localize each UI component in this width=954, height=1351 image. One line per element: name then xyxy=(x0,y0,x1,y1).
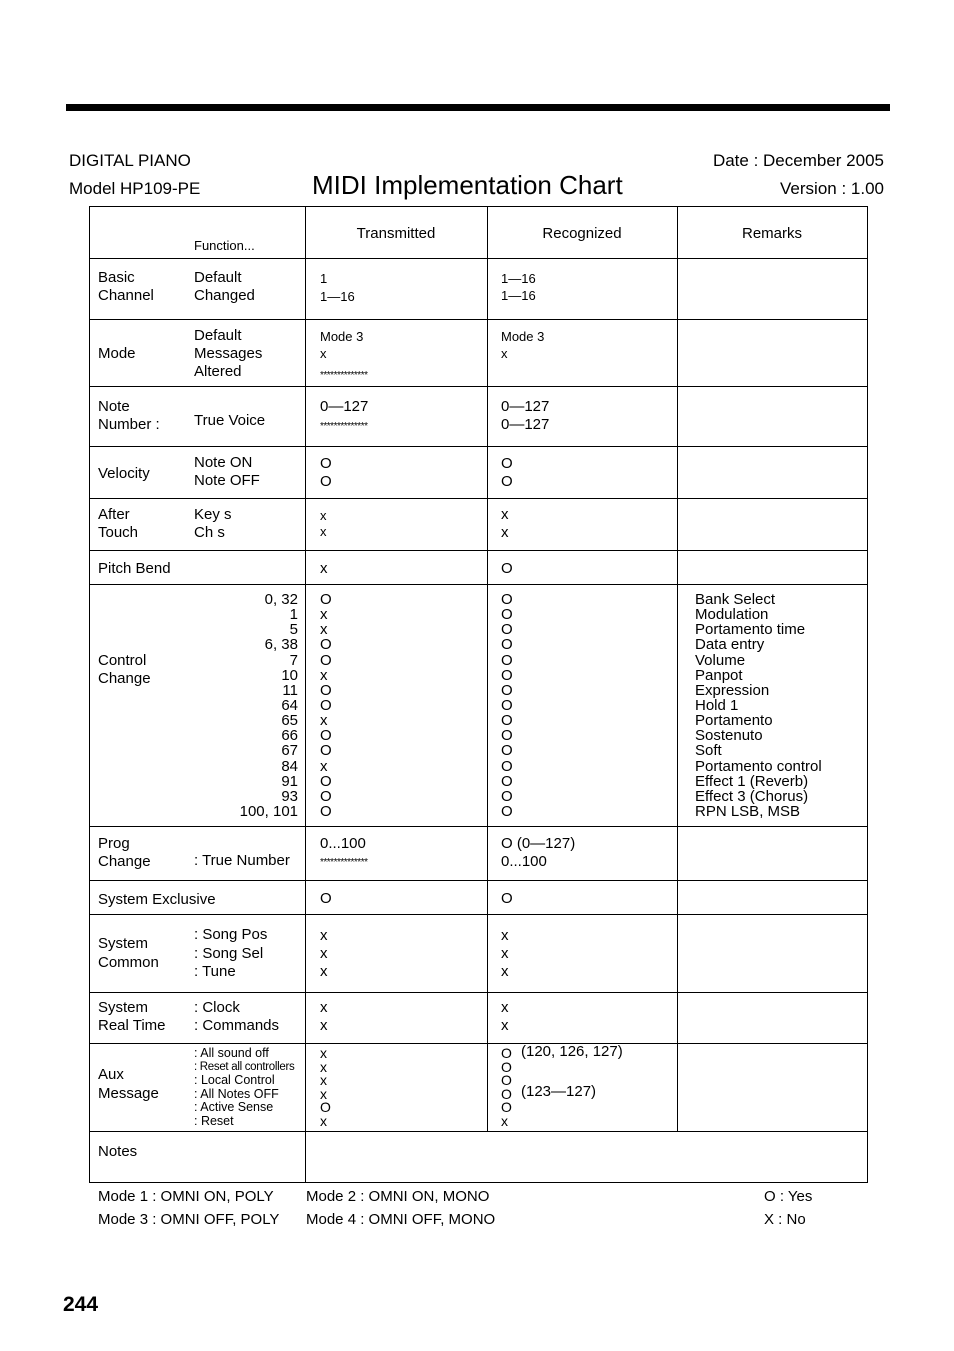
system-realtime-rx-clock: x xyxy=(501,999,509,1016)
aux-tx: x xyxy=(320,1085,327,1102)
control-tx: O xyxy=(320,772,332,790)
row-label-velocity: Velocity xyxy=(98,465,150,482)
note-number-tx: 0—127 xyxy=(320,398,369,415)
aux-sub-local-control: : Local Control xyxy=(194,1073,275,1088)
sub-label-key-s: Key s xyxy=(194,506,232,523)
control-remark: Data entry xyxy=(695,636,765,654)
sub-label-note-on: Note ON xyxy=(194,454,253,471)
control-tx: O xyxy=(320,727,332,745)
row-divider xyxy=(90,584,867,585)
control-tx: x xyxy=(320,757,328,775)
control-tx: O xyxy=(320,787,332,805)
mode-tx-altered: ************** xyxy=(320,370,368,381)
control-remark: Portamento xyxy=(695,712,773,730)
column-header-function: Function... xyxy=(194,238,255,253)
control-rx: O xyxy=(501,742,513,760)
midi-chart-table xyxy=(89,206,868,1183)
control-tx: x xyxy=(320,621,328,639)
control-tx: O xyxy=(320,591,332,608)
mode-tx-default: Mode 3 xyxy=(320,329,364,344)
aux-rx: O xyxy=(501,1072,512,1089)
control-remark: Portamento time xyxy=(695,621,806,639)
prog-change-rx: O (0—127) xyxy=(501,835,576,852)
sub-label-default: Default xyxy=(194,269,242,286)
row-label-common: Common xyxy=(98,954,159,971)
aux-sub-active-sense: : Active Sense xyxy=(194,1100,274,1115)
control-numbers xyxy=(194,592,298,819)
system-common-rx-song-pos: x xyxy=(501,927,509,944)
control-remark: Modulation xyxy=(695,606,769,624)
control-rx: O xyxy=(501,787,513,805)
control-remark: Effect 1 (Reverb) xyxy=(695,772,809,790)
control-rx: O xyxy=(501,681,513,699)
control-tx: O xyxy=(320,651,332,669)
mode-rx-default: Mode 3 xyxy=(501,329,545,344)
control-number: 5 xyxy=(289,621,298,639)
footer-mode-3: Mode 3 : OMNI OFF, POLY xyxy=(98,1211,280,1228)
control-tx: O xyxy=(320,742,332,760)
control-rx: O xyxy=(501,621,513,639)
row-divider xyxy=(90,1043,867,1044)
row-label-message: Message xyxy=(98,1085,159,1102)
system-realtime-tx-clock: x xyxy=(320,999,328,1016)
aux-rx: x xyxy=(501,1113,508,1129)
row-label-pitch-bend: Pitch Bend xyxy=(98,560,171,577)
aux-sub-all-sound-off: : All sound off xyxy=(194,1046,269,1060)
control-number: 6, 38 xyxy=(264,636,298,654)
control-rx: O xyxy=(501,636,513,654)
row-divider xyxy=(90,498,867,499)
aux-tx: O xyxy=(320,1099,331,1116)
row-label-system: System xyxy=(98,935,149,952)
system-exclusive-tx: O xyxy=(320,890,332,907)
basic-channel-rx-changed: 1—16 xyxy=(501,288,536,303)
system-common-tx-song-sel: x xyxy=(320,945,328,962)
sub-label-true-number: : True Number xyxy=(194,852,290,869)
column-header-transmitted: Transmitted xyxy=(356,225,436,242)
aux-tx: x xyxy=(320,1045,327,1061)
control-number: 93 xyxy=(281,787,298,805)
control-rx: O xyxy=(501,757,513,775)
aux-rx-note: (123—127) xyxy=(521,1083,597,1100)
footer-mode-4: Mode 4 : OMNI OFF, MONO xyxy=(306,1211,496,1228)
aux-rx: O xyxy=(501,1099,512,1116)
control-tx: O xyxy=(320,696,332,714)
row-label-change: Change xyxy=(98,670,151,687)
page-title: MIDI Implementation Chart xyxy=(312,170,623,200)
control-remarks xyxy=(695,592,822,819)
row-label-mode: Mode xyxy=(98,345,136,362)
legend-yes: O : Yes xyxy=(764,1188,813,1205)
row-label-aux: Aux xyxy=(98,1066,124,1083)
column-header-remarks: Remarks xyxy=(741,225,802,242)
control-remark: Portamento control xyxy=(695,757,822,775)
control-number: 10 xyxy=(281,666,298,684)
control-number: 1 xyxy=(289,606,298,624)
row-label-real-time: Real Time xyxy=(98,1017,166,1034)
after-touch-rx-ch: x xyxy=(501,524,509,541)
control-remark: Hold 1 xyxy=(695,696,739,714)
aux-rx: O xyxy=(501,1045,512,1061)
control-rx: O xyxy=(501,772,513,790)
control-rx: O xyxy=(501,606,513,624)
aux-tx: x xyxy=(320,1072,327,1089)
column-header-recognized: Recognized xyxy=(542,225,622,242)
control-remark: Bank Select xyxy=(695,591,776,608)
version-label: Version : 1.00 xyxy=(780,179,884,198)
row-label-touch: Touch xyxy=(98,524,139,541)
aux-tx: x xyxy=(320,1058,327,1075)
control-rx-values xyxy=(501,592,513,819)
velocity-rx-note-off: O xyxy=(501,473,513,490)
model-name: Model HP109-PE xyxy=(69,179,201,198)
control-number: 66 xyxy=(281,727,298,745)
control-rx: O xyxy=(501,727,513,745)
control-remark: Soft xyxy=(695,742,722,760)
system-common-tx-tune: x xyxy=(320,963,328,980)
row-divider xyxy=(90,992,867,993)
system-realtime-rx-commands: x xyxy=(501,1017,509,1034)
pitch-bend-tx: x xyxy=(320,560,328,577)
control-remark: Volume xyxy=(695,651,746,669)
control-number: 11 xyxy=(282,681,298,699)
row-divider xyxy=(90,826,867,827)
pitch-bend-rx: O xyxy=(501,560,513,577)
control-number: 100, 101 xyxy=(239,802,298,820)
note-number-rx-true-voice: 0—127 xyxy=(501,416,550,433)
row-divider xyxy=(90,550,867,551)
prog-change-tx: 0...100 xyxy=(320,835,366,852)
mode-tx-messages: x xyxy=(320,346,327,361)
control-rx: O xyxy=(501,696,513,714)
after-touch-tx-key: x xyxy=(320,508,327,523)
control-number: 91 xyxy=(281,772,298,790)
aux-tx: x xyxy=(320,1113,327,1129)
velocity-rx-note-on: O xyxy=(501,455,513,472)
row-label-basic: Basic xyxy=(98,269,135,286)
prog-change-tx-true-number: ************** xyxy=(320,857,368,868)
basic-channel-rx-default: 1—16 xyxy=(501,271,536,286)
control-rx: O xyxy=(501,651,513,669)
row-divider xyxy=(90,1131,867,1132)
date-label: Date : December 2005 xyxy=(712,151,884,170)
row-divider xyxy=(90,319,867,320)
column-divider-function xyxy=(305,207,306,1182)
control-tx: x xyxy=(320,606,328,624)
velocity-tx-note-off: O xyxy=(320,473,332,490)
row-label-control: Control xyxy=(98,652,147,669)
control-remark: Expression xyxy=(695,681,770,699)
after-touch-tx-ch: x xyxy=(320,524,327,539)
sub-label-ch-s: Ch s xyxy=(194,524,225,541)
control-rx: O xyxy=(501,712,513,730)
sub-label-changed: Changed xyxy=(194,287,255,304)
control-number: 84 xyxy=(281,757,298,775)
row-divider xyxy=(90,446,867,447)
sub-label-clock: : Clock xyxy=(194,999,240,1016)
aux-rx: O xyxy=(501,1085,512,1102)
control-number: 67 xyxy=(281,742,298,760)
control-tx: x xyxy=(320,666,328,684)
aux-rx: O xyxy=(501,1058,512,1075)
row-label-after: After xyxy=(98,506,130,523)
system-realtime-tx-commands: x xyxy=(320,1017,328,1034)
velocity-tx-note-on: O xyxy=(320,455,332,472)
row-divider xyxy=(90,258,867,259)
top-rule xyxy=(66,104,890,111)
control-tx: O xyxy=(320,636,332,654)
note-number-tx-true-voice: ************** xyxy=(320,421,368,432)
control-remark: Panpot xyxy=(695,666,743,684)
control-remark: RPN LSB, MSB xyxy=(695,802,801,820)
sub-label-altered: Altered xyxy=(194,363,242,380)
system-common-tx-song-pos: x xyxy=(320,927,328,944)
footer-mode-2: Mode 2 : OMNI ON, MONO xyxy=(306,1188,490,1205)
legend-no: X : No xyxy=(764,1211,806,1228)
control-number: 65 xyxy=(281,712,298,730)
product-name: DIGITAL PIANO xyxy=(69,151,191,170)
footer-mode-1: Mode 1 : OMNI ON, POLY xyxy=(98,1188,274,1205)
row-divider xyxy=(90,386,867,387)
sub-label-default: Default xyxy=(194,327,242,344)
sub-label-song-sel: : Song Sel xyxy=(194,945,264,962)
control-number: 0, 32 xyxy=(264,591,298,608)
row-divider xyxy=(90,880,867,881)
row-label-system: System xyxy=(98,999,149,1016)
sub-label-commands: : Commands xyxy=(194,1017,280,1034)
control-number: 64 xyxy=(281,696,298,714)
row-label-system-exclusive: System Exclusive xyxy=(98,891,216,908)
system-common-rx-song-sel: x xyxy=(501,945,509,962)
row-label-prog: Prog xyxy=(98,835,130,852)
sub-label-note-off: Note OFF xyxy=(194,472,260,489)
mode-rx-messages: x xyxy=(501,346,508,361)
control-remark: Effect 3 (Chorus) xyxy=(695,787,809,805)
control-tx: x xyxy=(320,712,328,730)
aux-sub-all-notes-off: : All Notes OFF xyxy=(194,1086,279,1101)
row-label-notes: Notes xyxy=(98,1143,138,1160)
sub-label-messages: Messages xyxy=(194,345,263,362)
sub-label-tune: : Tune xyxy=(194,963,236,980)
row-label-note: Note xyxy=(98,398,130,415)
aux-sub-reset: : Reset xyxy=(194,1114,234,1128)
control-rx: O xyxy=(501,591,513,608)
prog-change-rx-true-number: 0...100 xyxy=(501,853,547,870)
control-rx: O xyxy=(501,802,513,820)
control-number: 7 xyxy=(289,651,298,669)
page-number: 244 xyxy=(63,1293,99,1316)
after-touch-rx-key: x xyxy=(501,506,509,523)
row-divider xyxy=(90,914,867,915)
aux-rx-note: (120, 126, 127) xyxy=(521,1043,623,1060)
basic-channel-tx-default: 1 xyxy=(320,271,328,286)
row-label-channel: Channel xyxy=(98,287,154,304)
control-rx: O xyxy=(501,666,513,684)
system-common-rx-tune: x xyxy=(501,963,509,980)
note-number-rx: 0—127 xyxy=(501,398,550,415)
control-tx: O xyxy=(320,802,332,820)
basic-channel-tx-changed: 1—16 xyxy=(320,289,355,304)
sub-label-true-voice: True Voice xyxy=(194,412,266,429)
aux-sub-reset-all-controllers: : Reset all controllers xyxy=(194,1060,295,1073)
system-exclusive-rx: O xyxy=(501,890,513,907)
control-remark: Sostenuto xyxy=(695,727,763,745)
row-label-number: Number : xyxy=(98,416,160,433)
control-tx-values xyxy=(320,592,332,819)
row-label-change: Change xyxy=(98,853,151,870)
sub-label-song-pos: : Song Pos xyxy=(194,926,268,943)
control-tx: O xyxy=(320,681,332,699)
